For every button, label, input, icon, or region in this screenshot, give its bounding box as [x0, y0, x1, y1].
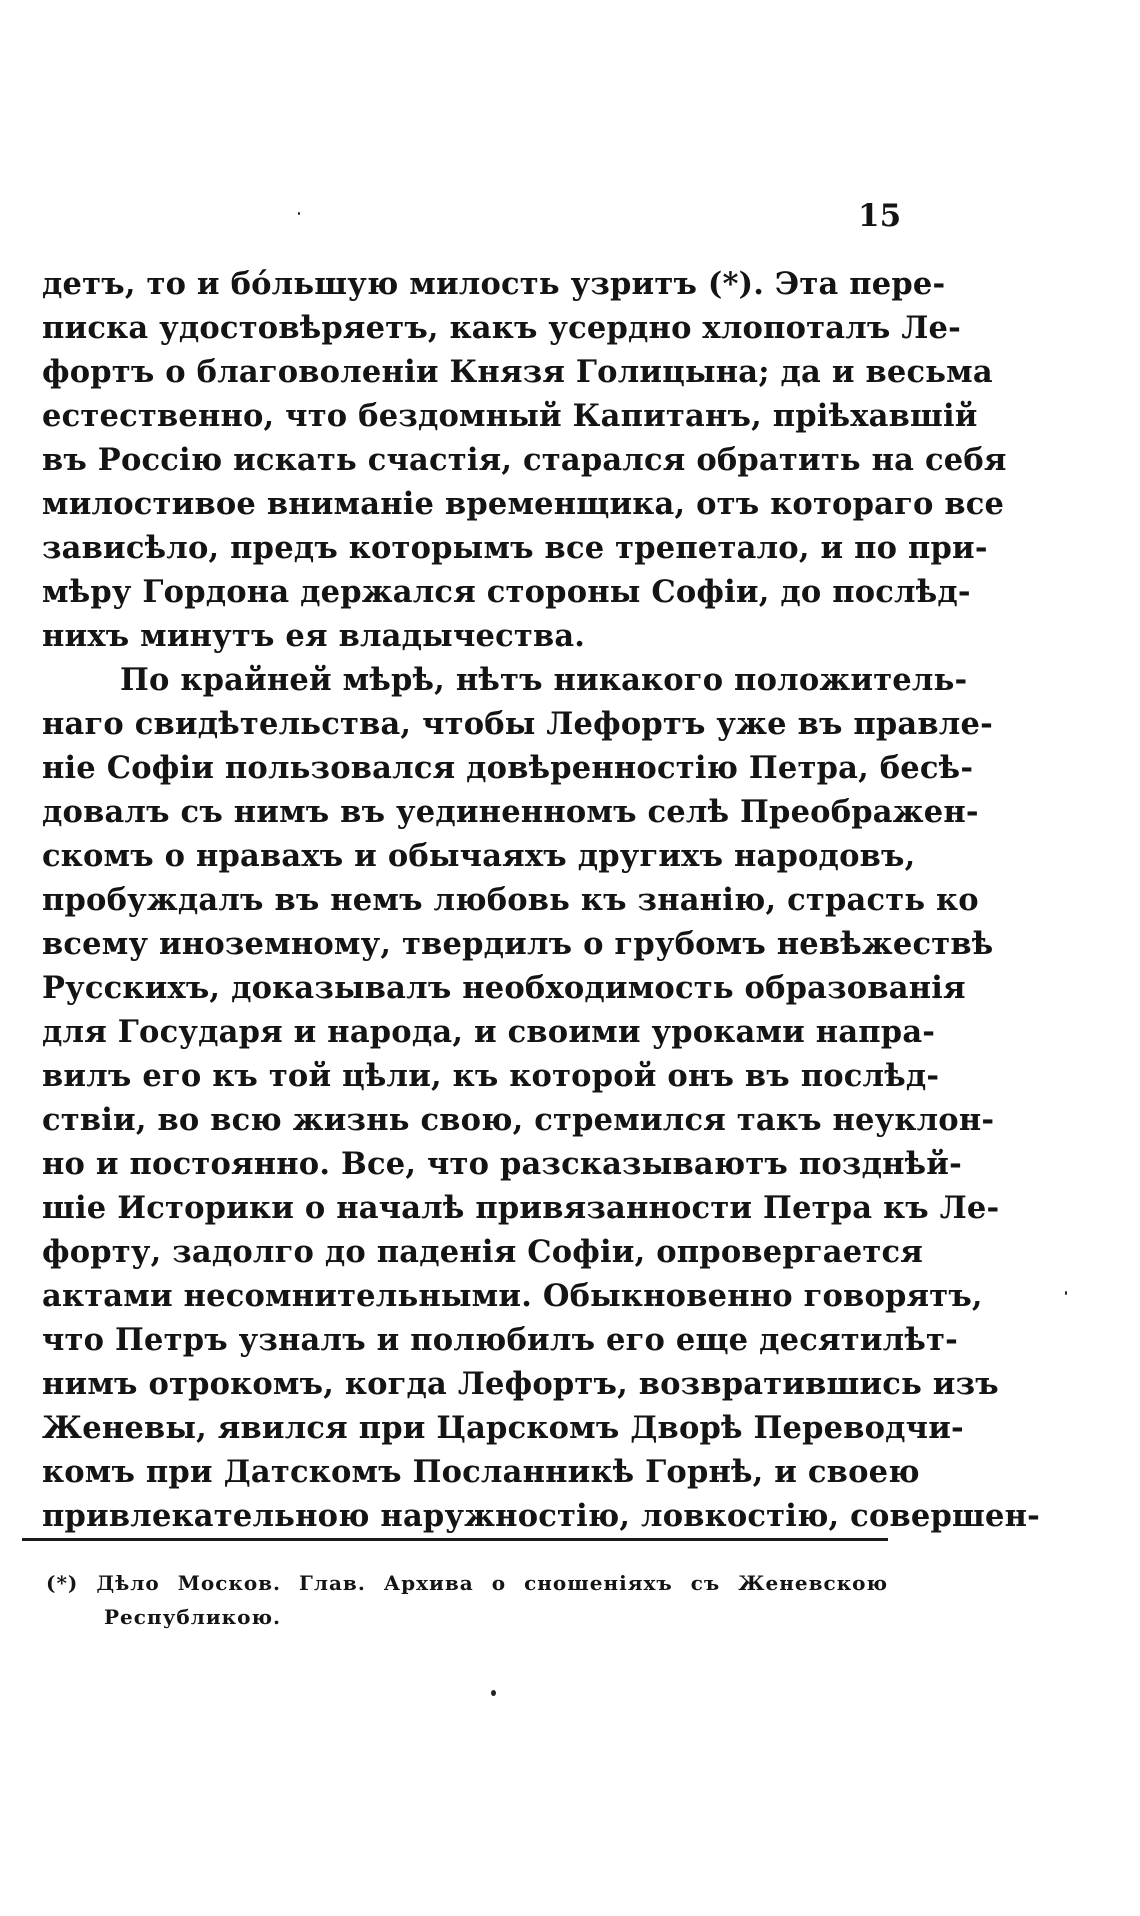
- text-line: детъ, то и бо́льшую милость узритъ (*). Эта пере-: [42, 266, 946, 302]
- paragraph-start-line: По крайней мѣрѣ, нѣтъ никакого положитель-: [120, 662, 968, 698]
- text-line: форту, задолго до паденія Софіи, опровергается: [42, 1234, 923, 1270]
- text-line: наго свидѣтельства, чтобы Лефортъ уже въ правле-: [42, 706, 993, 742]
- text-line: вилъ его къ той цѣли, къ которой онъ въ послѣд-: [42, 1058, 940, 1094]
- print-speck: [298, 212, 300, 215]
- text-line: шіе Историки о началѣ привязанности Петра къ Ле-: [42, 1190, 1000, 1226]
- text-line: естественно, что бездомный Капитанъ, пріѣхавшій: [42, 398, 978, 434]
- text-line: всему иноземному, твердилъ о грубомъ невѣжествѣ: [42, 926, 994, 962]
- page-number: 15: [858, 198, 902, 234]
- text-line: комъ при Датскомъ Посланникѣ Горнѣ, и своею: [42, 1454, 920, 1490]
- text-line: для Государя и народа, и своими уроками напра-: [42, 1014, 936, 1050]
- footnote-line: Республикою.: [104, 1605, 281, 1629]
- text-line: ствіи, во всю жизнь свою, стремился такъ неуклон-: [42, 1102, 995, 1138]
- text-line: Женевы, явился при Царскомъ Дворѣ Переводчи-: [42, 1410, 964, 1446]
- text-line: что Петръ узналъ и полюбилъ его еще десятилѣт-: [42, 1322, 958, 1358]
- text-line: привлекательною наружностію, ловкостію, совершен-: [42, 1498, 1040, 1534]
- text-line: нимъ отрокомъ, когда Лефортъ, возвратившись изъ: [42, 1366, 999, 1402]
- text-line: довалъ съ нимъ въ уединенномъ селѣ Преображен-: [42, 794, 979, 830]
- text-line: зависѣло, предъ которымъ все трепетало, и по при-: [42, 530, 988, 566]
- footnote-divider: [22, 1538, 888, 1541]
- text-line: милостивое вниманіе временщика, отъ котораго все: [42, 486, 1005, 522]
- text-line: фортъ о благоволеніи Князя Голицына; да и весьма: [42, 354, 993, 390]
- body-text: [42, 262, 1040, 1538]
- footnote-line: (*) Дѣло Москов. Глав. Архива о сношеніяхъ съ Женевскою: [46, 1571, 888, 1595]
- text-line: скомъ о нравахъ и обычаяхъ другихъ народовъ,: [42, 838, 916, 874]
- text-line: нихъ минутъ ея владычества.: [42, 618, 586, 654]
- print-speck: [1065, 1291, 1067, 1295]
- text-line: въ Россію искать счастія, старался обратить на себя: [42, 442, 1007, 478]
- text-line: актами несомнительными. Обыкновенно говорятъ,: [42, 1278, 983, 1314]
- text-line: пробуждалъ въ немъ любовь къ знанію, страсть ко: [42, 882, 979, 918]
- text-line: Русскихъ, доказывалъ необходимость образованія: [42, 970, 966, 1006]
- text-line: мѣру Гордона держался стороны Софіи, до послѣд-: [42, 574, 971, 610]
- text-line: писка удостовѣряетъ, какъ усердно хлопоталъ Ле-: [42, 310, 961, 346]
- print-speck: [491, 1690, 496, 1696]
- text-line: ніе Софіи пользовался довѣренностію Петра, бесѣ-: [42, 750, 974, 786]
- text-line: но и постоянно. Все, что разсказываютъ позднѣй-: [42, 1146, 962, 1182]
- footnote: [46, 1566, 888, 1634]
